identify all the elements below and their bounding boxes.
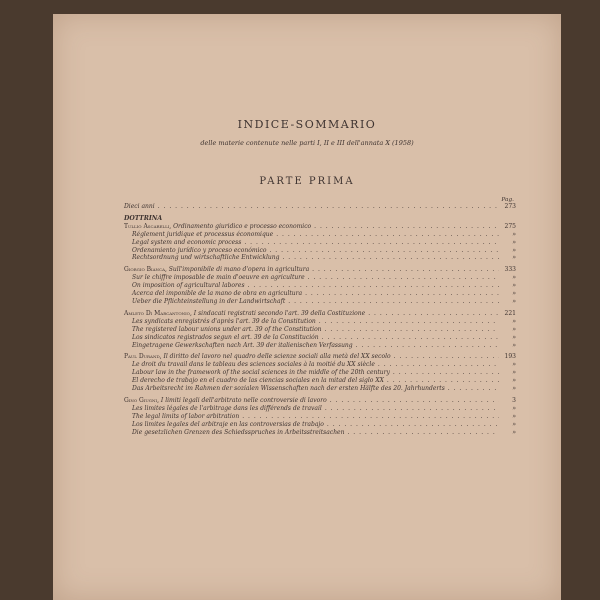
translation-entry — [124, 369, 516, 377]
ditto-mark: » — [512, 333, 516, 341]
article-author: Giorgio Bianca, — [124, 266, 167, 274]
leader-dots — [282, 254, 499, 262]
leader-dots — [248, 282, 499, 290]
ditto-mark: » — [512, 420, 516, 428]
translation-title: Les syndicats enregistrés d'après l'art. 39 de la Constitution — [132, 317, 316, 325]
translation-title: Sur le chiffre imposable de main d'oeuvre en agriculture — [132, 274, 305, 282]
article-author: Amleto Di Marcantonio, — [124, 309, 192, 317]
page-column-label: Pag. — [501, 197, 514, 203]
translation-entry — [124, 231, 516, 239]
toc-entry-text: Dieci anni — [124, 203, 155, 210]
translation-entry — [124, 254, 516, 262]
ditto-mark: » — [512, 361, 516, 369]
translation-entry — [124, 413, 516, 421]
ditto-mark: » — [512, 341, 516, 349]
ditto-mark: » — [512, 412, 516, 420]
article-author: Gino Giugni, — [124, 396, 159, 404]
article-entry — [124, 397, 516, 405]
ditto-mark: » — [512, 369, 516, 377]
translation-title: Das Arbeitsrecht im Rahmen der sozialen Wissenschaften nach der ersten Hälfte des 20. Jahrhunderts — [132, 385, 445, 393]
leader-dots — [368, 310, 499, 318]
translation-title: El derecho de trabajo en el cuadro de las ciencias sociales en la mitad del siglo XX — [132, 377, 384, 385]
ditto-mark: » — [512, 230, 516, 238]
ditto-mark: » — [512, 290, 516, 298]
leader-dots — [347, 429, 499, 437]
leader-dots — [158, 203, 499, 211]
page-subtitle: delle materie contenute nelle parti I, II e III dell'annata X (1958) — [200, 139, 414, 147]
ditto-mark: » — [512, 325, 516, 333]
ditto-mark: » — [512, 282, 516, 290]
translation-title: Le droit du travail dans le tableau des sciences sociales à la moitié du XX siècle — [132, 361, 375, 369]
translation-title: Ueber die Pflichteinstellung in der Landwirtschaft — [132, 297, 286, 305]
document-page — [53, 14, 561, 600]
article-page: 275 — [504, 222, 516, 230]
ditto-mark: » — [512, 246, 516, 254]
translation-entry — [124, 334, 516, 342]
translation-entry — [124, 429, 516, 437]
leader-dots — [288, 298, 499, 306]
leader-dots — [319, 318, 499, 326]
article-block — [124, 262, 516, 306]
translation-title: On imposition of agricultural labores — [132, 282, 245, 290]
article-title: I sindacati registrati secondo l'art. 39 della Costituzione — [193, 309, 366, 317]
translation-title: Legal system and economic process — [132, 238, 242, 246]
article-block — [124, 349, 516, 393]
table-of-contents — [124, 203, 516, 436]
part-heading: PARTE PRIMA — [259, 176, 355, 187]
leader-dots — [325, 326, 499, 334]
article-block — [124, 223, 516, 263]
translation-entry — [124, 274, 516, 282]
leader-dots — [356, 342, 499, 350]
article-entry — [124, 310, 516, 318]
ditto-mark: » — [512, 254, 516, 262]
toc-entry-page: 273 — [504, 203, 516, 210]
leader-dots — [394, 353, 499, 361]
leader-dots — [276, 231, 499, 239]
translation-entry — [124, 282, 516, 290]
translation-entry — [124, 377, 516, 385]
ditto-mark: » — [512, 238, 516, 246]
translation-entry — [124, 405, 516, 413]
leader-dots — [378, 361, 499, 369]
translation-entry — [124, 342, 516, 350]
article-title: Il diritto del lavoro nel quadro delle scienze sociali alla metà del XX secolo — [163, 353, 391, 361]
leader-dots — [308, 274, 499, 282]
ditto-mark: » — [512, 274, 516, 282]
section-heading: DOTTRINA — [124, 214, 163, 222]
toc-entry — [124, 203, 516, 211]
translation-title: Eingetragene Gewerkschaften nach Art. 39 der italienischen Verfassung — [132, 341, 353, 349]
translation-entry — [124, 247, 516, 255]
translation-title: Ordenamiento jurídico y proceso económico — [132, 246, 267, 254]
ditto-mark: » — [512, 404, 516, 412]
translation-title: Les limites légales de l'arbitrage dans les différends de travail — [132, 404, 322, 412]
article-list — [124, 223, 516, 437]
ditto-mark: » — [512, 377, 516, 385]
leader-dots — [312, 266, 499, 274]
ditto-mark: » — [512, 428, 516, 436]
translation-title: Los limites legales del arbitraje en las controversias de trabajo — [132, 420, 324, 428]
translation-entry — [124, 326, 516, 334]
article-block — [124, 393, 516, 437]
article-author: Paul Durand, — [124, 353, 162, 361]
translation-title: Die gesetzlichen Grenzen des Schiedsspruches in Arbeitsstreitsachen — [132, 428, 345, 436]
leader-dots — [242, 413, 499, 421]
translation-entry — [124, 361, 516, 369]
article-title: I limiti legali dell'arbitrato nelle controversie di lavoro — [160, 396, 327, 404]
translation-entry — [124, 421, 516, 429]
translation-title: Labour law in the framework of the social sciences in the middle of the 20th century — [132, 369, 390, 377]
leader-dots — [325, 405, 499, 413]
translation-title: Rechtsordnung und wirtschaftliche Entwicklung — [132, 254, 280, 262]
article-title: Sull'imponibile di mano d'opera in agricultura — [168, 266, 310, 274]
article-title: Ordinamento giuridico e processo economico — [173, 222, 312, 230]
translation-entry — [124, 239, 516, 247]
leader-dots — [322, 334, 499, 342]
translation-title: The legal limits of labor arbitration — [132, 412, 240, 420]
translation-title: Acerca del imponible de la mano de obra en agricultura — [132, 290, 303, 298]
article-entry — [124, 266, 516, 274]
leader-dots — [327, 421, 499, 429]
translation-entry — [124, 290, 516, 298]
page-title: INDICE-SOMMARIO — [237, 118, 377, 131]
translation-title: The registered labour unions under art. 39 of the Constitution — [132, 325, 322, 333]
article-page: 333 — [504, 266, 516, 274]
translation-title: Los sindicatos registrados segun el art. 39 de la Constitución — [132, 333, 319, 341]
leader-dots — [330, 397, 499, 405]
article-page: 3 — [512, 396, 516, 404]
ditto-mark: » — [512, 297, 516, 305]
leader-dots — [244, 239, 499, 247]
leader-dots — [387, 377, 499, 385]
leader-dots — [393, 369, 499, 377]
leader-dots — [314, 223, 499, 231]
article-page: 193 — [504, 353, 516, 361]
translation-entry — [124, 298, 516, 306]
leader-dots — [269, 247, 499, 255]
translation-entry — [124, 385, 516, 393]
leader-dots — [305, 290, 499, 298]
ditto-mark: » — [512, 317, 516, 325]
article-entry — [124, 223, 516, 231]
article-entry — [124, 353, 516, 361]
ditto-mark: » — [512, 385, 516, 393]
translation-entry — [124, 318, 516, 326]
article-author: Tullio Ascarelli, — [124, 222, 172, 230]
article-page: 221 — [504, 309, 516, 317]
leader-dots — [448, 385, 499, 393]
article-block — [124, 306, 516, 350]
translation-title: Réglement juridique et processus économique — [132, 230, 274, 238]
